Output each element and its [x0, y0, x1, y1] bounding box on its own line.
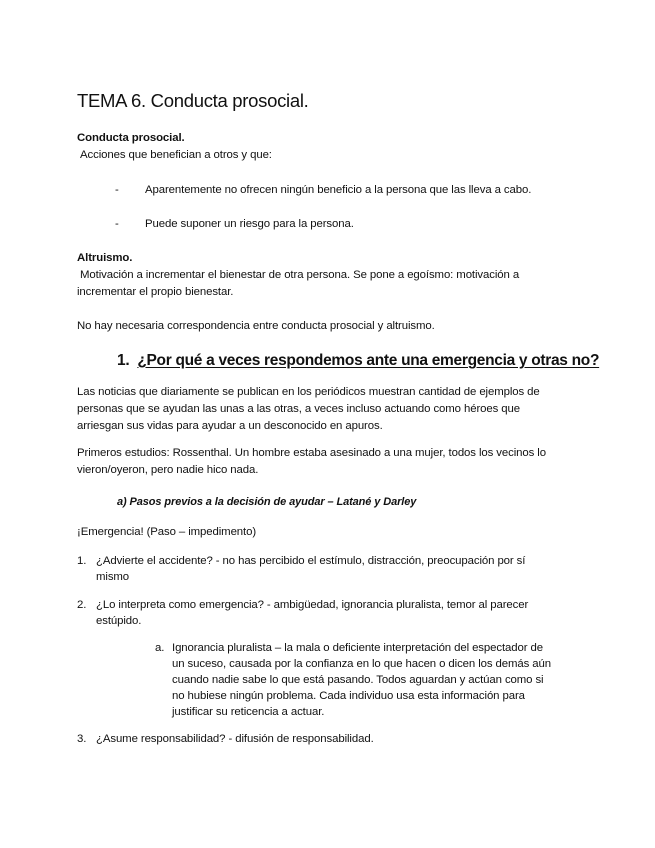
step-number: 3. [77, 733, 87, 745]
sub-item-line: cuando nadie sabe lo que está pasando. Todos aguardan y actúan como si [172, 674, 544, 686]
step-number: 2. [77, 599, 87, 611]
bullet-marker: - [115, 218, 119, 230]
step-line: mismo [96, 571, 130, 583]
sub-item-letter: a. [155, 642, 165, 654]
page-title: TEMA 6. Conducta prosocial. [77, 90, 309, 111]
sub-item-line: un suceso, causada por la confianza en lo que hacen o dicen los demás aún [172, 658, 551, 670]
conducta-heading: Conducta prosocial. [77, 132, 185, 144]
primeros-line: vieron/oyeron, pero nadie hico nada. [77, 464, 259, 476]
noticias-line: Las noticias que diariamente se publican en los periódicos muestran cantidad de ejemplos de [77, 386, 540, 398]
correspondencia-paragraph: No hay necesaria correspondencia entre conducta prosocial y altruismo. [77, 320, 435, 332]
bullet-text: Puede suponer un riesgo para la persona. [145, 218, 354, 230]
section-number: 1. [117, 352, 130, 369]
section-heading-1 [117, 351, 599, 371]
emergencia-label: ¡Emergencia! (Paso – impedimento) [77, 526, 257, 538]
sub-item-line: Ignorancia pluralista – la mala o deficiente interpretación del espectador de [172, 642, 543, 654]
step-number: 1. [77, 555, 87, 567]
step-line: estúpido. [96, 615, 142, 627]
sub-item-line: no hubiese ningún problema. Cada individuo usa esta información para [172, 690, 525, 702]
subsection-heading-a: a) Pasos previos a la decisión de ayudar – Latané y Darley [117, 496, 417, 508]
step-line: ¿Lo interpreta como emergencia? - ambigüedad, ignorancia pluralista, temor al parecer [96, 599, 529, 611]
primeros-line: Primeros estudios: Rossenthal. Un hombre estaba asesinado a una mujer, todos los vecinos lo [77, 447, 546, 459]
noticias-line: arriesgan sus vidas para ayudar a un desconocido en apuros. [77, 420, 383, 432]
altruismo-line: Motivación a incrementar el bienestar de otra persona. Se pone a egoísmo: motivación a [80, 269, 520, 281]
step-line: ¿Advierte el accidente? - no has percibido el estímulo, distracción, preocupación por sí [96, 555, 526, 567]
altruismo-heading: Altruismo. [77, 252, 133, 264]
altruismo-line: incrementar el propio bienestar. [77, 286, 234, 298]
bullet-text: Aparentemente no ofrecen ningún beneficio a la persona que las lleva a cabo. [145, 184, 532, 196]
section-title: ¿Por qué a veces respondemos ante una emergencia y otras no? [137, 352, 600, 369]
bullet-marker: - [115, 184, 119, 196]
conducta-intro: Acciones que benefician a otros y que: [80, 149, 272, 161]
step-line: ¿Asume responsabilidad? - difusión de responsabilidad. [96, 733, 374, 745]
noticias-line: personas que se ayudan las unas a las otras, a veces incluso actuando como héroes que [77, 403, 520, 415]
sub-item-line: justificar su reticencia a actuar. [172, 706, 325, 718]
